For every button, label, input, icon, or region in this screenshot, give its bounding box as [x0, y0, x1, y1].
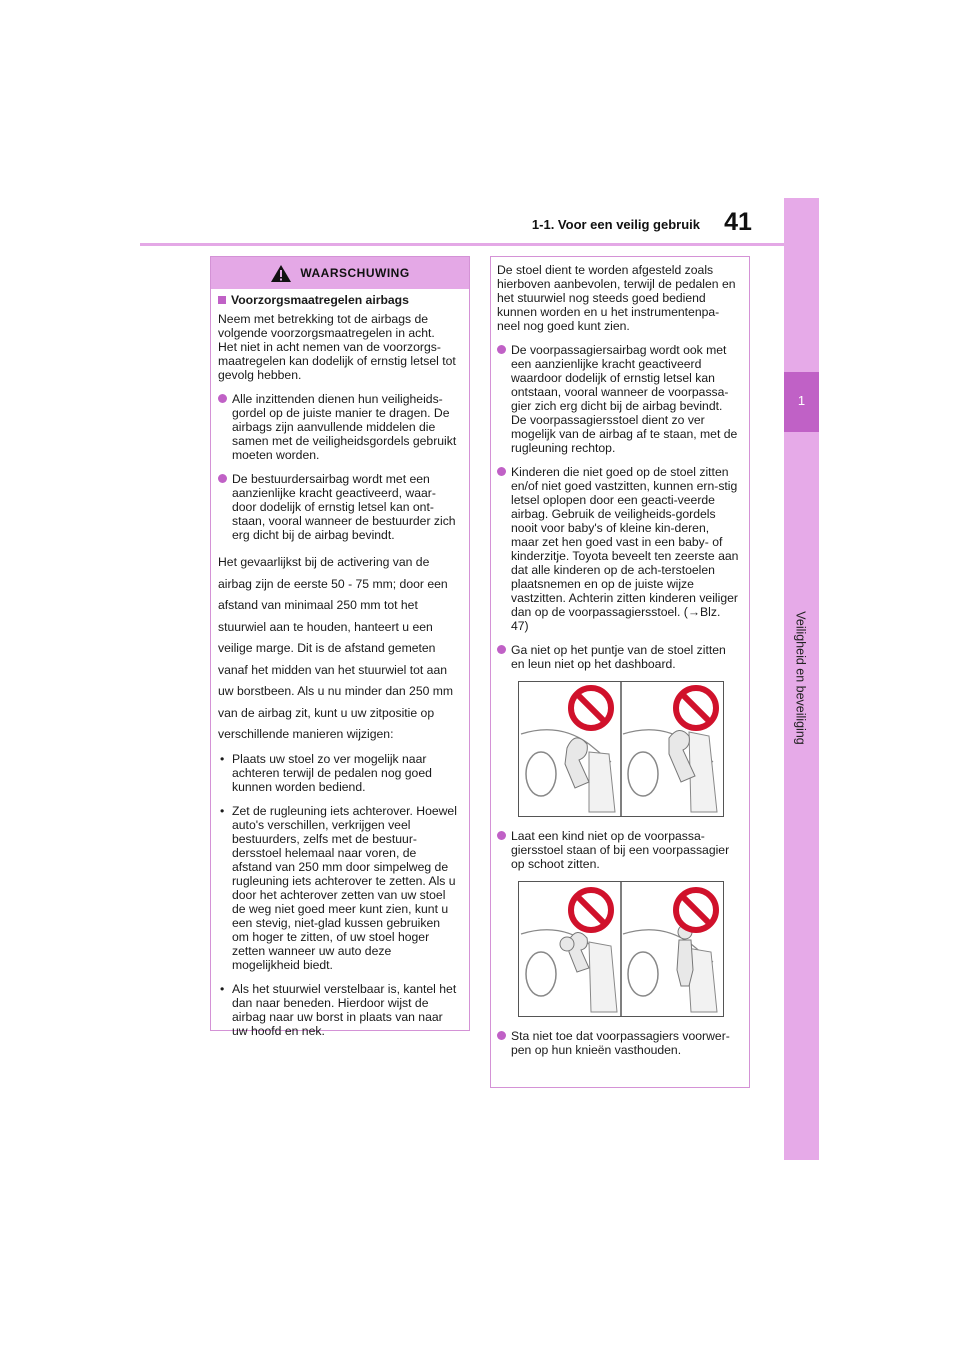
chapter-title-text: Veiligheid en beveiliging: [794, 611, 808, 745]
list-item-text: Sta niet toe dat voorpassagiers voorwer-pen op hun knieën vasthouden.: [511, 1029, 730, 1057]
sub-list-item-text: Zet de rugleuning iets achterover. Hoewel auto's verschillen, verkrijgen veel bestuurders, zelfs met de bestuur-dersstoel helemaal naar voren, de afstand van 250 mm door simpelweg de rugleuning iets achterover te zetten. Als u door het achterover zetten van uw stoel de weg niet goed meer kunt zien, kunt u een stevig, niet-glad kussen gebruiken om hoger te zitten, of uw stoel hoger zetten wanneer uw auto deze mogelijkheid biedt.: [232, 803, 457, 972]
warning-content: [211, 289, 469, 1038]
warning-triangle-icon: [270, 264, 292, 283]
warning-continuation-box: [490, 256, 750, 1088]
sub-list-item-text: Plaats uw stoel zo ver mogelijk naar achteren terwijl de pedalen nog goed kunnen worden bediend.: [232, 751, 432, 794]
list-item-text: Kinderen die niet goed op de stoel zitten en/of niet goed vastzitten, kunnen ern-stig letsel oplopen door een geacti-veerde airbag. Gebruik de veiligheids-gordels nooit voor baby's of kleine kin-deren, maar zet hen goed vast in een baby- of kinderzitje. Toyota beveelt ten zeerste aan dat alle kinderen op de ach-terstoelen plaatsnemen en op de juiste wijze vastzitten. Achterin zitten kinderen veiliger dan op de voorpassagiersstoel. (→Blz. 47): [511, 465, 739, 633]
section-title: 1-1. Voor een veilig gebruik: [531, 217, 700, 232]
sub-bullet-icon: •: [220, 803, 225, 818]
list-item: [218, 392, 457, 462]
list-item: [497, 643, 739, 671]
sub-list-item-text: Als het stuurwiel verstelbaar is, kantel het dan naar beneden. Hierdoor wijst de airbag naar uw borst in plaats van naar uw hoofd en nek.: [232, 981, 457, 1038]
bullet-dot-icon: [497, 831, 506, 840]
list-item: [497, 829, 739, 871]
prohibition-icon: [567, 886, 615, 934]
warning-box: [210, 256, 470, 1038]
list-item: [497, 465, 739, 633]
illustration-child-on-seat: [518, 881, 724, 1017]
seat-adjustment-text: De stoel dient te worden afgesteld zoals hierboven aanbevolen, terwijl de pedalen en het stuurwiel nog steeds goed bediend kunnen worden en u het instrumentenpa-neel nog goed kunt zien.: [497, 263, 736, 333]
bullet-dot-icon: [218, 474, 227, 483]
sub-list-item: [220, 982, 457, 1038]
page-number: 41: [724, 208, 752, 236]
list-item: [218, 472, 457, 542]
list-item: [497, 343, 739, 455]
list-item-text: De bestuurdersairbag wordt met een aanzienlijke kracht geactiveerd, waar-door dodelijk of ernstig letsel kan ont-staan, vooral wanneer de bestuurder zich erg dicht bij de airbag bevindt.: [232, 472, 456, 542]
illustration-leaning-forward: [518, 681, 724, 817]
bullet-dot-icon: [497, 1031, 506, 1040]
list-item-text: Alle inzittenden dienen hun veiligheids-gordel op de juiste manier te dragen. De airbags zijn aanvullende middelen die samen met de veiligheidsgordels gebruikt moeten worden.: [232, 392, 457, 462]
distance-paragraph: Het gevaarlijkst bij de activering van de airbag zijn de eerste 50 - 75 mm; door een afstand van minimaal 250 mm tot het stuurwiel aan te houden, hanteert u een veilige marge. Dit is de afstand gemeten vanaf het midden van het stuurwiel tot aan uw borstbeen. Als u nu minder dan 250 mm van de airbag zit, kunt u uw zitpositie op verschillende manieren wijzigen:: [218, 555, 454, 741]
list-item-text: De voorpassagiersairbag wordt ook met een aanzienlijke kracht geactiveerd waardoor dodelijk of ernstig letsel kan ontstaan, vooral wanneer de voorpassa-gier zich erg dicht bij de airbag bevindt. De voorpassagiersstoel dient zo ver mogelijk van de airbag af te staan, met de rugleuning rechtop.: [511, 343, 738, 455]
sub-list-item: [220, 752, 457, 794]
sub-bullet-icon: •: [220, 751, 225, 766]
warning-title: WAARSCHUWING: [300, 266, 410, 280]
chapter-number: 1: [797, 393, 806, 408]
chapter-title: [786, 578, 816, 778]
bullet-dot-icon: [218, 394, 227, 403]
header-rule: [140, 243, 784, 246]
bullet-dot-icon: [497, 345, 506, 354]
warning-intro: Neem met betrekking tot de airbags de volgende voorzorgsmaatregelen in acht. Het niet in acht nemen van de voorzorgs-maatregelen kan dodelijk of ernstig letsel tot gevolg hebben.: [218, 312, 456, 382]
warning-header: [211, 257, 469, 289]
list-item-text: Laat een kind niet op de voorpassa-giersstoel staan of bij een voorpassagier op schoot zitten.: [511, 829, 730, 871]
list-item: [497, 1029, 739, 1057]
section-heading-text: Voorzorgsmaatregelen airbags: [231, 293, 409, 307]
prohibition-icon: [672, 684, 720, 732]
sub-bullet-icon: •: [220, 981, 225, 996]
prohibition-icon: [672, 886, 720, 934]
list-item-text: Ga niet op het puntje van de stoel zitten en leun niet op het dashboard.: [511, 643, 726, 671]
square-bullet-icon: [218, 296, 226, 304]
section-heading: [218, 293, 457, 307]
sub-list-item: [220, 804, 457, 972]
bullet-dot-icon: [497, 467, 506, 476]
bullet-dot-icon: [497, 645, 506, 654]
prohibition-icon: [567, 684, 615, 732]
